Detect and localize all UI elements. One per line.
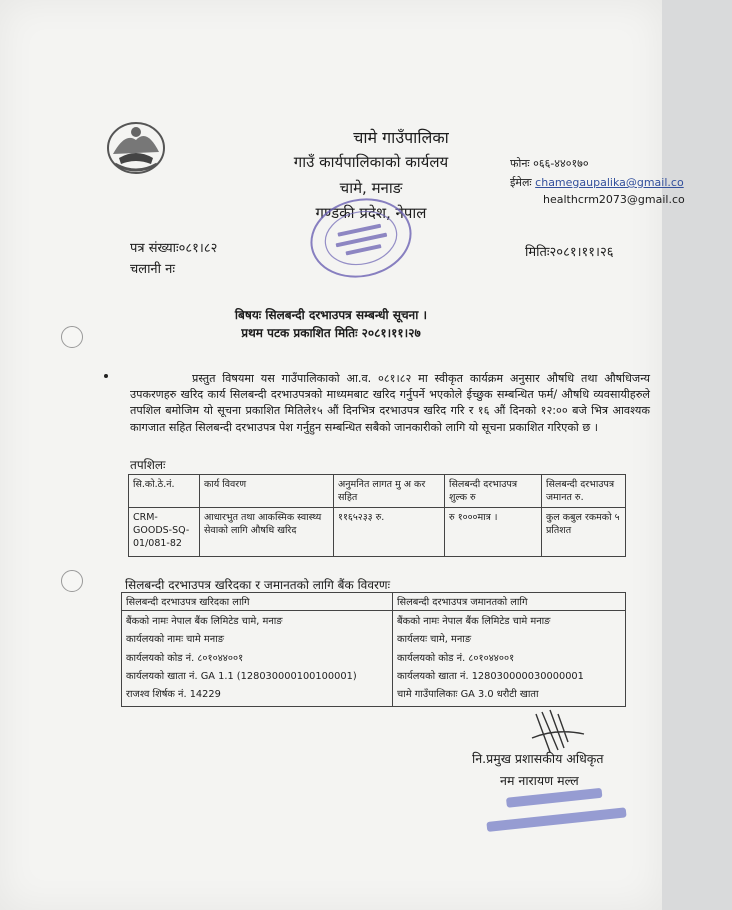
table-cell: ११६५२३३ रु.	[334, 508, 445, 557]
table-cell: कुल कबुल रकमको ५ प्रतिशत	[542, 508, 626, 557]
table-header-row	[129, 475, 626, 508]
column-header: कार्य विवरण	[200, 475, 334, 508]
email-line-2: healthcrm2073@gmail.co	[543, 193, 685, 206]
office-subtitle: गाउँ कार्यपालिकाको कार्यलय	[293, 153, 449, 171]
column-header: सिलबन्दी दरभाउपत्र शुल्क रु	[445, 475, 542, 508]
bank-detail-line: चामे गाउँपालिकाः GA 3.0 धरौटी खाता	[397, 689, 539, 701]
table-row	[122, 611, 626, 707]
email-label: ईमेलः	[510, 176, 532, 189]
table-header-row	[122, 593, 626, 611]
letter-date: मितिः२०८१।११।२६	[525, 245, 614, 260]
bank-details-table	[121, 592, 626, 707]
signatory-name: नम नारायण मल्ल	[500, 773, 579, 788]
bank-detail-line: कार्यलयको कोड नं. ८०१०४४००१	[126, 652, 244, 664]
column-header: सिलबन्दी दरभाउपत्र खरिदका लागि	[122, 593, 393, 611]
dispatch-number: चलानी नः	[130, 262, 175, 277]
bank-detail-line: कार्यलयको खाता नं. 128030000030000001	[397, 670, 584, 682]
table-row	[129, 508, 626, 557]
table-cell	[122, 611, 393, 707]
column-header: अनुमनित लागत मु अ कर सहित	[334, 475, 445, 508]
table-cell: रु १०००मात्र ।	[445, 508, 542, 557]
bank-details-heading: सिलबन्दी दरभाउपत्र खरिदका र जमानतको लागि बैंक विवरणः	[125, 578, 391, 592]
publish-date-line: प्रथम पटक प्रकाशित मितिः २०८१।११।२७	[241, 326, 421, 340]
office-province: गण्डकी प्रदेश, नेपाल	[315, 204, 427, 222]
column-header: सिलबन्दी दरभाउपत्र जमानत रु.	[542, 475, 626, 508]
bank-detail-line: कार्यलयको कोड नं. ८०१०४४००१	[397, 652, 515, 664]
notice-body	[130, 371, 650, 436]
bank-detail-line: कार्यलयको नामः चामे मनाङ	[126, 634, 224, 646]
table-cell: CRM-GOODS-SQ-01/081-82	[129, 508, 200, 557]
punch-hole	[61, 570, 83, 592]
bank-detail-line: बैंकको नामः नेपाल बैंक लिमिटेड चामे मनाङ	[397, 616, 551, 627]
email-line-1	[510, 175, 684, 190]
notice-body-text: प्रस्तुत विषयमा यस गाउँपालिकाको आ.व. ०८१।८२ मा स्वीकृत कार्यक्रम अनुसार औषधि तथा औषधिजन्य उपकरणहरु खरिद कार्य सिलबन्दी दरभाउपत्रको माध्यमबाट खरिद गर्नुपर्ने भएकोले ईच्छुक सम्बन्धित फर्म/ औषधि व्यवसायीहरुले तपशिल बमोजिम यो सूचना प्रकाशित मितिले१५ औं दिनभित्र दरभाउपत्र खरिद गरि र १६ औं दिनको १२:०० बजे भित्र आवश्यक कागजात सहित सिलबन्दी दरभाउपत्र पेश गर्नुहुन सम्बन्धित सबैको जानकारीको लागि यो सूचना प्रकाशित गरिएको छ ।	[130, 372, 650, 434]
details-label: तपशिलः	[130, 458, 166, 472]
office-name: चामे गाउँपालिका	[353, 128, 449, 147]
bullet-mark	[104, 374, 108, 378]
table-cell	[393, 611, 626, 707]
details-table	[128, 474, 626, 557]
bank-detail-line: कार्यलयः चामे, मनाङ	[397, 634, 472, 646]
signatory-title: नि.प्रमुख प्रशासकीय अधिकृत	[472, 751, 604, 766]
bank-detail-line: राजश्व शिर्षक नं. 14229	[126, 689, 221, 701]
office-address: चामे, मनाङ	[339, 179, 403, 197]
subject-line: बिषयः सिलबन्दी दरभाउपत्र सम्बन्धी सूचना ।	[234, 308, 428, 322]
letter-number: पत्र संख्याः०८१।८२	[130, 241, 218, 256]
bank-detail-line: बैंकको नामः नेपाल बैंक लिमिटेड चामे, मनाङ	[126, 616, 283, 627]
bank-detail-line: कार्यलयको खाता नं. GA 1.1 (128030000100100001)	[126, 670, 357, 682]
office-seal-stamp	[305, 196, 417, 280]
signatory-stamp	[468, 785, 638, 845]
table-cell: आधारभुत तथा आकस्मिक स्वास्थ्य सेवाको लागि औषधि खरिद	[200, 508, 334, 557]
email-link[interactable]: chamegaupalika@gmail.co	[535, 176, 684, 189]
column-header: सिलबन्दी दरभाउपत्र जमानतको लागि	[393, 593, 626, 611]
column-header: सि.को.ठे.नं.	[129, 475, 200, 508]
phone-number: फोनः ०६६-४४०१७०	[510, 157, 589, 170]
